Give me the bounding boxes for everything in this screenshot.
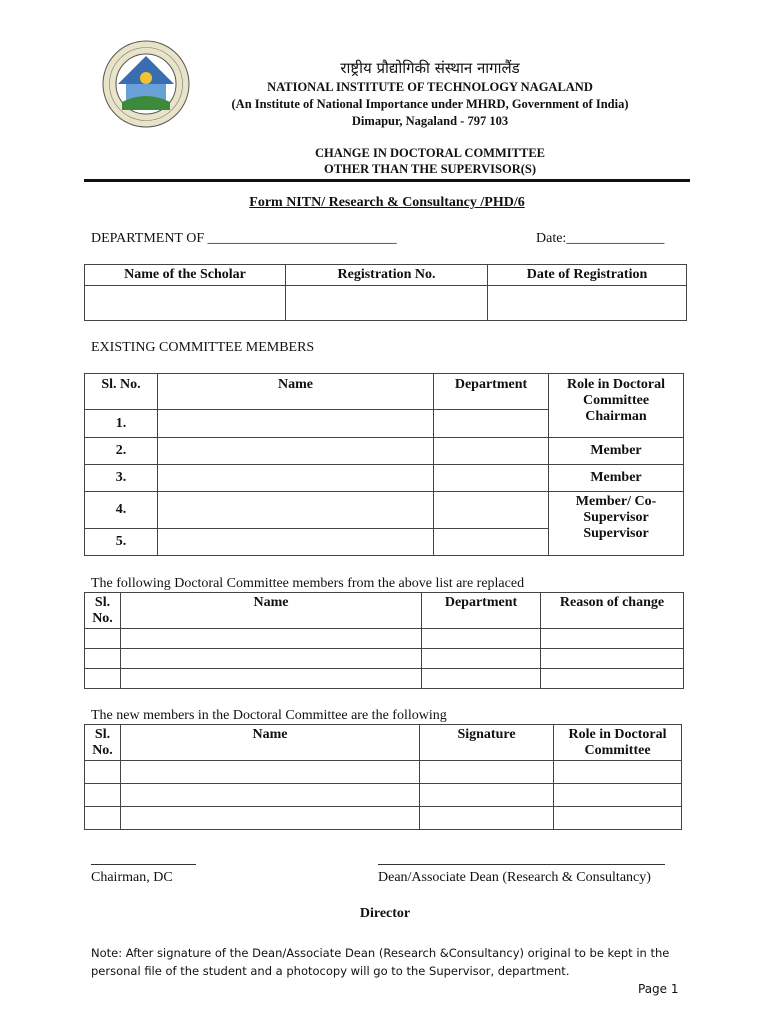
footer-note: Note: After signature of the Dean/Associate Dean (Research &Consultancy) original to be kept in the personal file of the student and a photocopy will go to the Supervisor, department. — [91, 946, 670, 978]
row-role: Member — [549, 438, 684, 465]
director-label: Director — [359, 906, 411, 921]
row-department-cell[interactable] — [434, 492, 549, 529]
cell[interactable] — [554, 807, 682, 830]
row-sl: 1. — [85, 410, 158, 438]
row-sl: 2. — [85, 438, 158, 465]
table-row — [85, 438, 684, 465]
table-row — [85, 629, 684, 649]
table-row — [85, 761, 682, 784]
dean-signature-line[interactable] — [378, 864, 665, 865]
cell[interactable] — [121, 807, 420, 830]
col-signature: Signature — [420, 725, 554, 761]
cell[interactable] — [422, 649, 541, 669]
row-sl: 4. — [85, 492, 158, 529]
cell[interactable] — [85, 784, 121, 807]
col-scholar-name: Name of the Scholar — [85, 265, 286, 286]
col-registration-no: Registration No. — [286, 265, 488, 286]
dean-label: Dean/Associate Dean (Research & Consultancy) — [378, 870, 651, 885]
institute-address: Dimapur, Nagaland - 797 103 — [351, 114, 509, 128]
cell[interactable] — [121, 649, 422, 669]
department-field[interactable]: DEPARTMENT OF ___________________________ — [91, 231, 397, 246]
cell[interactable] — [85, 629, 121, 649]
table-row — [85, 649, 684, 669]
registration-no-cell[interactable] — [286, 286, 488, 321]
col-name: Name — [121, 593, 422, 629]
col-reason: Reason of change — [541, 593, 684, 629]
row-role — [549, 492, 684, 556]
row-role: Member — [549, 465, 684, 492]
replaced-members-table — [84, 592, 684, 689]
table-row — [85, 465, 684, 492]
cell[interactable] — [422, 629, 541, 649]
row-department-cell[interactable] — [434, 529, 549, 556]
institute-seal-icon — [102, 40, 190, 128]
row-role: Supervisor — [583, 526, 649, 541]
cell[interactable] — [541, 629, 684, 649]
table-row — [85, 492, 684, 529]
cell[interactable] — [121, 761, 420, 784]
row-name-cell[interactable] — [158, 410, 434, 438]
cell[interactable] — [422, 669, 541, 689]
form-title-line1: CHANGE IN DOCTORAL COMMITTEE — [314, 146, 545, 160]
form-number: Form NITN/ Research & Consultancy /PHD/6 — [249, 195, 525, 210]
existing-heading: EXISTING COMMITTEE MEMBERS — [91, 340, 315, 355]
row-department-cell[interactable] — [434, 438, 549, 465]
scholar-name-cell[interactable] — [85, 286, 286, 321]
col-registration-date: Date of Registration — [488, 265, 687, 286]
col-sl-no: Sl. No. — [85, 725, 121, 761]
cell[interactable] — [85, 761, 121, 784]
cell[interactable] — [85, 669, 121, 689]
institute-name-hindi: राष्ट्रीय प्रौद्योगिकी संस्थान नागालैंड — [340, 59, 520, 77]
row-sl: 3. — [85, 465, 158, 492]
cell[interactable] — [554, 784, 682, 807]
cell[interactable] — [554, 761, 682, 784]
col-department: Department — [422, 593, 541, 629]
col-sl-no: Sl. No. — [85, 593, 121, 629]
row-department-cell[interactable] — [434, 465, 549, 492]
scholar-table — [84, 264, 687, 321]
chairman-label: Chairman, DC — [91, 870, 173, 885]
cell[interactable] — [541, 649, 684, 669]
table-row — [85, 807, 682, 830]
institute-subtitle: (An Institute of National Importance under MHRD, Government of India) — [231, 97, 629, 111]
row-role: Member/ Co-Supervisor — [575, 494, 657, 525]
registration-date-cell[interactable] — [488, 286, 687, 321]
col-role: Role in Doctoral Committee — [554, 725, 682, 761]
replaced-heading: The following Doctoral Committee members from the above list are replaced — [91, 576, 525, 591]
table-row — [85, 784, 682, 807]
cell[interactable] — [121, 784, 420, 807]
row-department-cell[interactable] — [434, 410, 549, 438]
col-name: Name — [158, 374, 434, 410]
col-sl-no: Sl. No. — [85, 374, 158, 410]
header-divider — [84, 179, 690, 182]
row-role: Chairman — [585, 409, 647, 424]
cell[interactable] — [85, 649, 121, 669]
chairman-signature-line[interactable] — [91, 864, 196, 865]
table-row — [85, 669, 684, 689]
row-name-cell[interactable] — [158, 529, 434, 556]
cell[interactable] — [121, 669, 422, 689]
cell[interactable] — [420, 784, 554, 807]
row-sl: 5. — [85, 529, 158, 556]
col-role — [549, 374, 684, 438]
cell[interactable] — [85, 807, 121, 830]
new-members-heading: The new members in the Doctoral Committee are the following — [91, 708, 447, 723]
col-name: Name — [121, 725, 420, 761]
col-department: Department — [434, 374, 549, 410]
cell[interactable] — [420, 807, 554, 830]
cell[interactable] — [541, 669, 684, 689]
page-number: Page 1 — [638, 982, 679, 996]
new-members-table — [84, 724, 682, 830]
form-title-line2: OTHER THAN THE SUPERVISOR(S) — [324, 162, 536, 176]
row-name-cell[interactable] — [158, 438, 434, 465]
cell[interactable] — [121, 629, 422, 649]
existing-members-table — [84, 373, 684, 556]
row-name-cell[interactable] — [158, 465, 434, 492]
date-field[interactable]: Date:______________ — [536, 231, 665, 246]
cell[interactable] — [420, 761, 554, 784]
institute-name: NATIONAL INSTITUTE OF TECHNOLOGY NAGALAND — [267, 80, 593, 94]
row-name-cell[interactable] — [158, 492, 434, 529]
role-header: Role in Doctoral Committee — [567, 377, 665, 408]
